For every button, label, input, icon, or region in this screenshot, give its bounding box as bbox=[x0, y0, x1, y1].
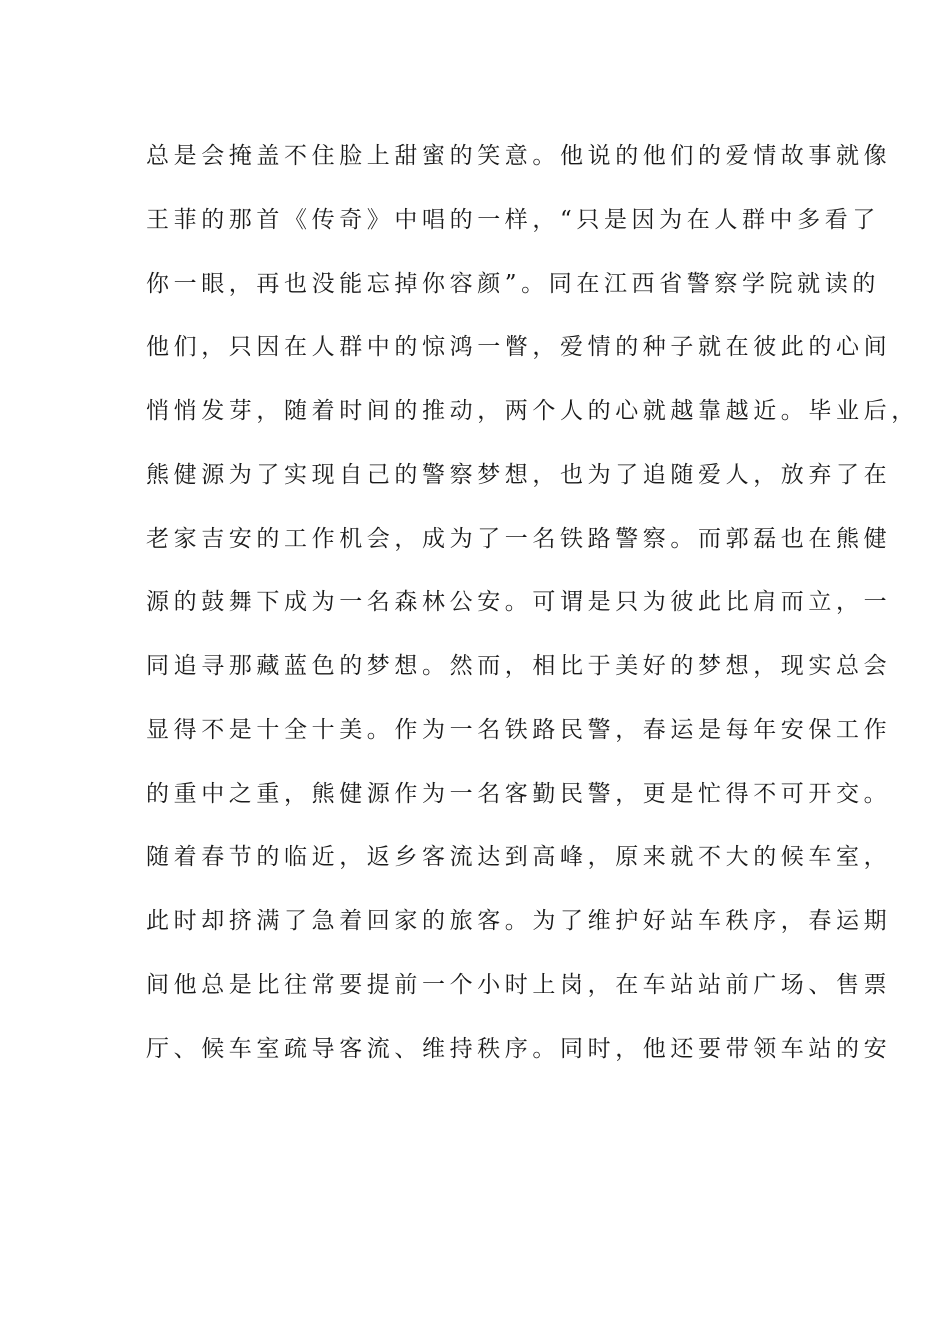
text-line: 悄悄发芽，随着时间的推动，两个人的心就越靠越近。毕业后， bbox=[146, 398, 919, 424]
text-line: 他们，只因在人群中的惊鸿一瞥，爱情的种子就在彼此的心间 bbox=[146, 334, 892, 361]
text-line: 的重中之重，熊健源作为一名客勤民警，更是忙得不可开交。 bbox=[146, 780, 892, 807]
text-line: 此时却挤满了急着回家的旅客。为了维护好站车秩序，春运期 bbox=[146, 908, 892, 934]
text-line: 显得不是十全十美。作为一名铁路民警，春运是每年安保工作 bbox=[146, 716, 892, 743]
text-line: 熊健源为了实现自己的警察梦想，也为了追随爱人，放弃了在 bbox=[146, 461, 892, 488]
text-line: 源的鼓舞下成为一名森林公安。可谓是只为彼此比肩而立，一 bbox=[146, 589, 892, 616]
text-line: 老家吉安的工作机会，成为了一名铁路警察。而郭磊也在熊健 bbox=[146, 525, 892, 552]
text-line: 王菲的那首《传奇》中唱的一样，“只是因为在人群中多看了 bbox=[146, 206, 880, 233]
text-line: 间他总是比往常要提前一个小时上岗，在车站站前广场、售票 bbox=[146, 971, 892, 998]
text-line: 同追寻那藏蓝色的梦想。然而，相比于美好的梦想，现实总会 bbox=[146, 653, 892, 679]
text-line: 你一眼，再也没能忘掉你容颜”。同在江西省警察学院就读的 bbox=[146, 270, 880, 297]
text-line: 厅、候车室疏导客流、维持秩序。同时，他还要带领车站的安 bbox=[146, 1035, 892, 1062]
text-line: 总是会掩盖不住脸上甜蜜的笑意。他说的他们的爱情故事就像 bbox=[146, 143, 892, 169]
body-text bbox=[146, 128, 919, 1084]
text-line: 随着春节的临近，返乡客流达到高峰，原来就不大的候车室， bbox=[146, 844, 892, 871]
